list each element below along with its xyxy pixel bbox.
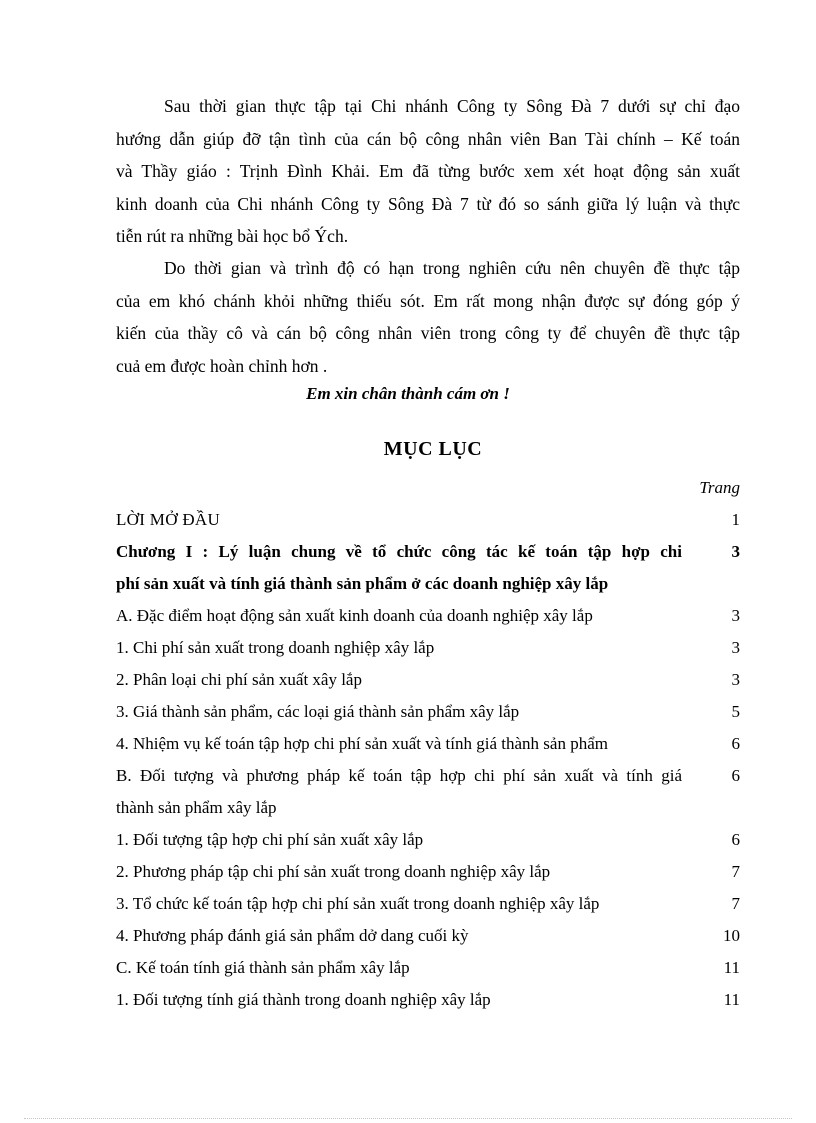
- paragraph-line: của em khó chánh khỏi những thiếu sót. Em rất mong nhận được sự đóng góp ý: [116, 290, 740, 311]
- toc-entry[interactable]: [116, 504, 740, 536]
- toc-entry-label: 3. Giá thành sản phẩm, các loại giá thành sản phẩm xây lắp: [116, 702, 520, 721]
- toc-entry-page: 3: [731, 638, 740, 657]
- toc-entry-page: 6: [731, 830, 740, 849]
- toc-entry[interactable]: [116, 632, 740, 664]
- paragraph-line: kinh doanh của Chi nhánh Công ty Sông Đà 7 từ đó so sánh giữa lý luận và thực: [116, 193, 740, 214]
- toc-entry[interactable]: [116, 664, 740, 696]
- intro-paragraph-1: [116, 90, 740, 253]
- paragraph-line: và Thầy giáo : Trịnh Đình Khải. Em đã từng bước xem xét hoạt động sản xuất: [116, 161, 740, 181]
- toc-entry-label: LỜI MỞ ĐẦU: [116, 510, 221, 529]
- toc-entry[interactable]: [116, 696, 740, 728]
- toc-entry-label: 2. Phân loại chi phí sản xuất xây lắp: [116, 670, 362, 689]
- toc-entry-page: 3: [731, 670, 740, 689]
- toc-entry-label: 3. Tổ chức kế toán tập hợp chi phí sản xuất trong doanh nghiệp xây lắp: [116, 894, 600, 913]
- toc-entry-page: 11: [723, 958, 740, 977]
- toc-entry-label: 4. Nhiệm vụ kế toán tập hợp chi phí sản xuất và tính giá thành sản phẩm: [116, 734, 608, 753]
- paragraph-line: Sau thời gian thực tập tại Chi nhánh Công ty Sông Đà 7 dưới sự chỉ đạo: [164, 96, 740, 116]
- toc-entry-label: 4. Phương pháp đánh giá sản phẩm dở dang cuối kỳ: [116, 926, 469, 945]
- toc-entry-page: 6: [731, 734, 740, 753]
- toc-entry-page: 3: [731, 542, 740, 561]
- paragraph-line: cuả em được hoàn chỉnh hơn .: [116, 355, 328, 376]
- toc-entry-page: 10: [723, 926, 740, 945]
- toc-entry-page: 6: [731, 766, 740, 785]
- toc-entry[interactable]: [116, 600, 740, 632]
- toc-entry-label: A. Đặc điểm hoạt động sản xuất kinh doanh của doanh nghiệp xây lắp: [116, 606, 593, 625]
- page-bottom-rule: [24, 1118, 792, 1119]
- toc-entry-page: 11: [723, 990, 740, 1009]
- paragraph-line: hướng dẫn giúp đỡ tận tình của cán bộ công nhân viên Ban Tài chính – Kế toán: [116, 128, 740, 149]
- toc-entry-label: 1. Đối tượng tập hợp chi phí sản xuất xây lắp: [116, 830, 424, 849]
- toc-entry-label: 1. Đối tượng tính giá thành trong doanh nghiệp xây lắp: [116, 990, 491, 1009]
- thanks-line: Em xin chân thành cám ơn !: [306, 384, 510, 403]
- toc-page-header: Trang: [699, 478, 740, 497]
- paragraph-line: tiễn rút ra những bài học bổ Ých.: [116, 226, 349, 246]
- toc-entry-label: Chương I : Lý luận chung về tổ chức công tác kế toán tập hợp chi phí sản xuất và tính giá thành sản phẩm ở các doanh nghiệp xây lắp: [116, 542, 682, 593]
- paragraph-line: Do thời gian và trình độ có hạn trong nghiên cứu nên chuyên đề thực tập: [164, 258, 740, 278]
- toc-entry[interactable]: [116, 728, 740, 760]
- toc-entry-chapter[interactable]: [116, 536, 740, 600]
- table-of-contents: [116, 504, 740, 1016]
- toc-entry[interactable]: [116, 760, 740, 824]
- toc-entry-page: 7: [731, 894, 740, 913]
- toc-entry-page: 1: [731, 510, 740, 529]
- toc-entry[interactable]: [116, 920, 740, 952]
- toc-entry-label: B. Đối tượng và phương pháp kế toán tập hợp chi phí sản xuất và tính giá thành sản phẩm xây lắp: [116, 766, 682, 817]
- toc-entry[interactable]: [116, 984, 740, 1016]
- toc-entry-label: C. Kế toán tính giá thành sản phẩm xây lắp: [116, 958, 410, 977]
- toc-entry-page: 7: [731, 862, 740, 881]
- intro-paragraph-2: [116, 252, 740, 382]
- toc-entry-page: 5: [731, 702, 740, 721]
- toc-entry[interactable]: [116, 952, 740, 984]
- toc-entry[interactable]: [116, 856, 740, 888]
- paragraph-line: kiến của thầy cô và cán bộ công nhân viên trong công ty để chuyên đề thực tập: [116, 323, 740, 343]
- toc-entry-label: 2. Phương pháp tập chi phí sản xuất trong doanh nghiệp xây lắp: [116, 862, 551, 881]
- toc-title: MỤC LỤC: [383, 438, 483, 460]
- toc-entry-label: 1. Chi phí sản xuất trong doanh nghiệp xây lắp: [116, 638, 435, 657]
- toc-entry[interactable]: [116, 824, 740, 856]
- toc-entry[interactable]: [116, 888, 740, 920]
- toc-entry-page: 3: [731, 606, 740, 625]
